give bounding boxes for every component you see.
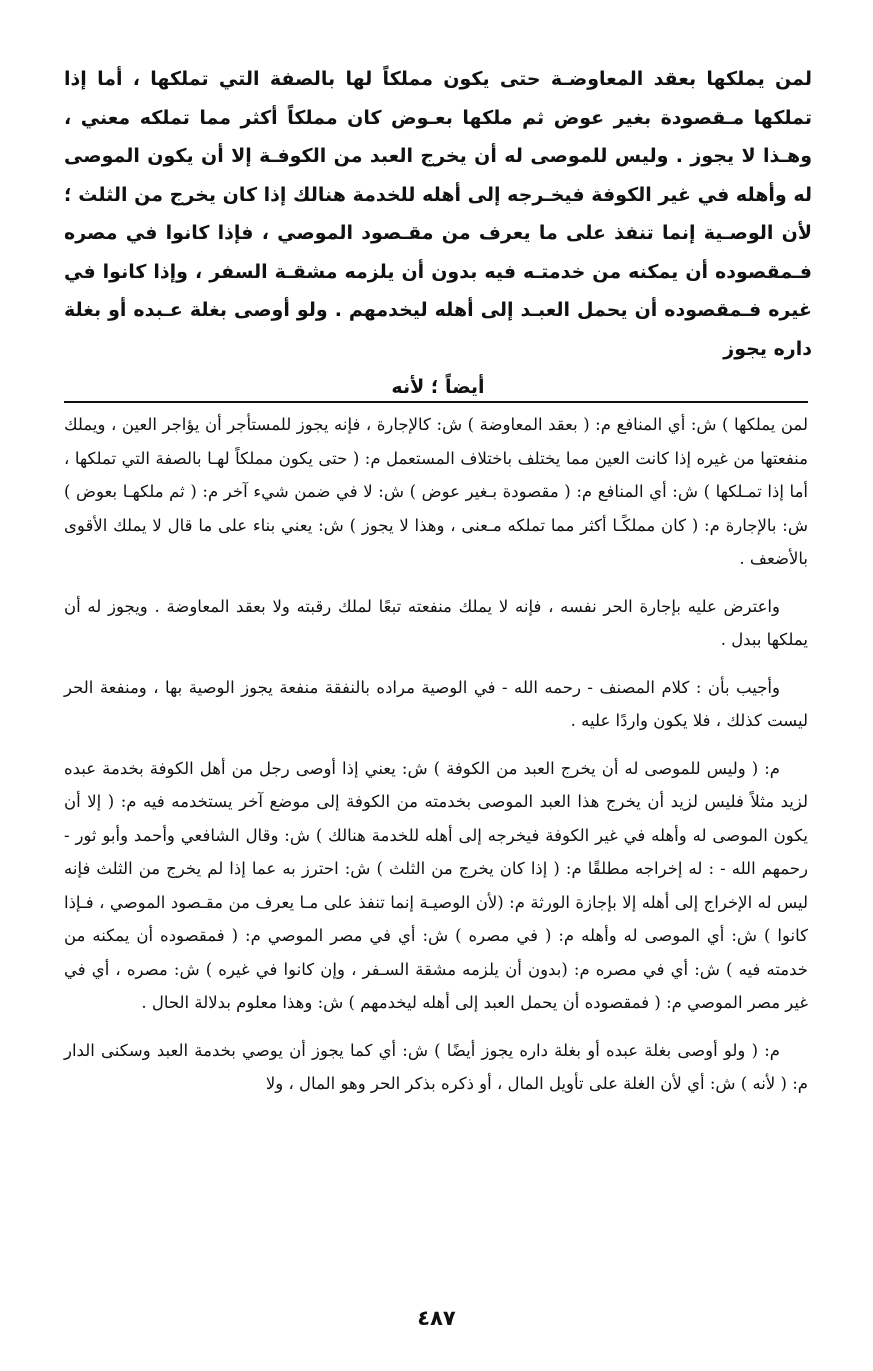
commentary-paragraph-5: م: ( ولو أوصى بغلة عبده أو بغلة داره يجوز أيضًا ) ش: أي كما يجوز أن يوصي بخدمة العبد وسكنى الدار م: ( لأنه ) ش: أي لأن الغلة على تأويل المال ، أو ذكره بذكر الحر وهو المال ، ولا (64, 1040, 808, 1093)
commentary (64, 408, 808, 1115)
commentary-paragraph-2: واعترض عليه بإجارة الحر نفسه ، فإنه لا يملك منفعته تبعًا لملك رقبته ولا بعقد المعاوضة . ويجوز له أن يملكها ببدل . (64, 596, 808, 649)
commentary-paragraph-1: لمن يملكها ) ش: أي المنافع م: ( بعقد المعاوضة ) ش: كالإجارة ، فإنه يجوز للمستأجر أن يؤاجر العين ، ويملك منفعتها من غيره إذا كانت العين مما يختلف باختلاف المستعمل م: ( حتى يكون مملكاً لهـا بالصفة التي تملكها ، أما إذا تمـلكها ) ش: أي المنافع م: ( مقصودة بـغير عوض ) ش: لا في ضمن شيء آخر م: ( ثم ملكهـا بعوض ) ش: بالإجارة م: ( كان مملكًـا أكثر مما تملكه مـعنى ، وهذا لا يجوز ) ش: يعني بناء على ما قال لا يملك الأقوى بالأضعف . (64, 415, 808, 568)
footnote-separator (64, 401, 808, 403)
main-text (64, 60, 812, 407)
commentary-paragraph-3: وأجيب بأن : كلام المصنف - رحمه الله - في الوصية مراده بالنفقة منفعة يجوز الوصية بها ، ومنفعة الحر ليست كذلك ، فلا يكون واردًا عليه . (64, 677, 808, 730)
page-number: ٤٨٧ (417, 1306, 456, 1330)
commentary-paragraph-4: م: ( وليس للموصى له أن يخرج العبد من الكوفة ) ش: يعني إذا أوصى رجل من أهل الكوفة بخدمة عبده لزيد مثلاً فليس لزيد أن يخرج هذا العبد الموصى بخدمته من الكوفة إلى موضع آخر يستخدمه فيه م: ( إلا أن يكون الموصى له وأهله في غير الكوفة فيخرجه إلى أهله للخدمة هنالك ) ش: وقال الشافعي وأحمد وأبو ثور - رحمهم الله - : له إخراجه مطلقًا م: ( إذا كان يخرج من الثلث ) ش: احترز به عما إذا لم يخرج من الثلث فإنه ليس له الإخراج إلى أهله إلا بإجازة الورثة م: (لأن الوصيـة إنما تنفذ على مـا يعرف من مقـصود الموصي ، فـإذا كانوا ) ش: أي الموصى له وأهله م: ( في مصره ) ش: أي في مصر الموصي م: ( فمقصوده أن يمكنه من خدمته فيه ) ش: أي في مصره م: (بدون أن يلزمه مشقة السـفر ، وإن كانوا في غيره ) ش: مصره ، أي في غير مصر الموصي م: ( فمقصوده أن يحمل العبد إلى أهله ليخدمهم ) ش: وهذا معلوم بدلالة الحال . (64, 758, 808, 1012)
main-text-body: لمن يملكها بعقد المعاوضـة حتى يكون مملكاً لها بالصفة التي تملكها ، أما إذا تملكها مـقصودة بغير عوض ثم ملكها بعـوض كان مملكاً أكثر مما تملكه معني ، وهـذا لا يجوز . وليس للموصى له أن يخرج العبد من الكوفـة إلا أن يكون الموصى له وأهله في غير الكوفة فيخـرجه إلى أهله للخدمة هنالك إذا كان يخرج من الثلث ؛ لأن الوصـية إنما تنفذ على ما يعرف من مقـصود الموصي ، فإذا كانوا في مصره فـمقصوده أن يمكنه من خدمتـه فيه بدون أن يلزمه مشقـة السفر ، وإذا كانوا في غيره فـمقصوده أن يحمل العبـد إلى أهله ليخدمهم . ولو أوصى بغلة عـبده أو بغلة داره يجوز (64, 68, 812, 360)
main-text-last-line: أيضاً ؛ لأنه (391, 376, 485, 398)
